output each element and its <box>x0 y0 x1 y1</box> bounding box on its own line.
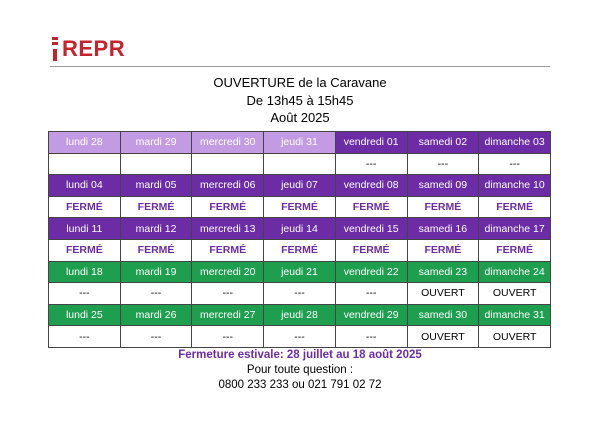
week-status-row <box>49 196 551 218</box>
status-cell: --- <box>120 326 192 348</box>
week-days-row <box>49 218 551 240</box>
opening-hours: De 13h45 à 15h45 <box>246 92 354 108</box>
week-status-row <box>49 326 551 348</box>
day-header-cell: lundi 28 <box>49 132 121 154</box>
day-header-cell: jeudi 31 <box>264 132 336 154</box>
status-cell: --- <box>192 326 264 348</box>
day-header-cell: mercredi 13 <box>192 218 264 240</box>
day-header-cell: mardi 12 <box>120 218 192 240</box>
week-status-row <box>49 239 551 261</box>
status-cell: --- <box>479 153 551 175</box>
week-days-row <box>49 132 551 154</box>
day-header-cell: dimanche 17 <box>479 218 551 240</box>
day-header-cell: mercredi 27 <box>192 304 264 326</box>
status-cell <box>49 153 121 175</box>
status-cell: FERMÉ <box>120 239 192 261</box>
day-header-cell: samedi 23 <box>407 261 479 283</box>
day-header-cell: lundi 11 <box>49 218 121 240</box>
day-header-cell: samedi 09 <box>407 175 479 197</box>
day-header-cell: dimanche 31 <box>479 304 551 326</box>
page-title: OUVERTURE de la Caravane <box>213 75 387 90</box>
contact-phones: 0800 233 233 ou 021 791 02 72 <box>218 379 382 391</box>
status-cell: OUVERT <box>479 283 551 305</box>
status-cell: --- <box>407 153 479 175</box>
week-days-row <box>49 261 551 283</box>
contact-question: Pour toute question : <box>246 364 354 376</box>
status-cell: OUVERT <box>407 326 479 348</box>
status-cell: OUVERT <box>407 283 479 305</box>
logo-text: REPR <box>62 36 126 61</box>
day-header-cell: samedi 16 <box>407 218 479 240</box>
status-cell: --- <box>335 283 407 305</box>
day-header-cell: mardi 26 <box>120 304 192 326</box>
day-header-cell: jeudi 28 <box>264 304 336 326</box>
day-header-cell: lundi 04 <box>49 175 121 197</box>
status-cell: --- <box>335 153 407 175</box>
summer-closure-notice: Fermeture estivale: 28 juillet au 18 août 2025 <box>178 349 422 361</box>
status-cell: FERMÉ <box>479 239 551 261</box>
header-divider <box>50 66 550 67</box>
day-header-cell: lundi 18 <box>49 261 121 283</box>
status-cell: --- <box>192 283 264 305</box>
week-status-row <box>49 283 551 305</box>
day-header-cell: jeudi 07 <box>264 175 336 197</box>
week-status-row <box>49 153 551 175</box>
status-cell: FERMÉ <box>49 239 121 261</box>
day-header-cell: jeudi 14 <box>264 218 336 240</box>
day-header-cell: mercredi 20 <box>192 261 264 283</box>
day-header-cell: mercredi 06 <box>192 175 264 197</box>
day-header-cell: mardi 05 <box>120 175 192 197</box>
status-cell: FERMÉ <box>264 196 336 218</box>
day-header-cell: mercredi 30 <box>192 132 264 154</box>
week-days-row <box>49 175 551 197</box>
status-cell: FERMÉ <box>407 196 479 218</box>
day-header-cell: dimanche 03 <box>479 132 551 154</box>
status-cell: --- <box>49 326 121 348</box>
day-header-cell: samedi 30 <box>407 304 479 326</box>
repr-logo <box>50 36 125 62</box>
title-block <box>0 74 600 127</box>
day-header-cell: mardi 19 <box>120 261 192 283</box>
day-header-cell: vendredi 22 <box>335 261 407 283</box>
status-cell: FERMÉ <box>335 239 407 261</box>
status-cell: --- <box>264 326 336 348</box>
day-header-cell: vendredi 29 <box>335 304 407 326</box>
day-header-cell: mardi 29 <box>120 132 192 154</box>
status-cell: FERMÉ <box>335 196 407 218</box>
status-cell: FERMÉ <box>192 239 264 261</box>
status-cell <box>120 153 192 175</box>
status-cell: FERMÉ <box>407 239 479 261</box>
status-cell <box>264 153 336 175</box>
status-cell: FERMÉ <box>192 196 264 218</box>
day-header-cell: samedi 02 <box>407 132 479 154</box>
opening-calendar <box>48 131 551 348</box>
day-header-cell: dimanche 24 <box>479 261 551 283</box>
logo-tower-icon <box>50 37 60 61</box>
status-cell: FERMÉ <box>479 196 551 218</box>
status-cell: OUVERT <box>479 326 551 348</box>
day-header-cell: jeudi 21 <box>264 261 336 283</box>
day-header-cell: vendredi 08 <box>335 175 407 197</box>
status-cell: --- <box>49 283 121 305</box>
status-cell: --- <box>264 283 336 305</box>
day-header-cell: dimanche 10 <box>479 175 551 197</box>
day-header-cell: vendredi 01 <box>335 132 407 154</box>
status-cell: --- <box>120 283 192 305</box>
day-header-cell: vendredi 15 <box>335 218 407 240</box>
week-days-row <box>49 304 551 326</box>
status-cell <box>192 153 264 175</box>
footer <box>0 348 600 393</box>
month-label: Août 2025 <box>270 110 330 125</box>
day-header-cell: lundi 25 <box>49 304 121 326</box>
status-cell: FERMÉ <box>49 196 121 218</box>
status-cell: --- <box>335 326 407 348</box>
status-cell: FERMÉ <box>264 239 336 261</box>
status-cell: FERMÉ <box>120 196 192 218</box>
